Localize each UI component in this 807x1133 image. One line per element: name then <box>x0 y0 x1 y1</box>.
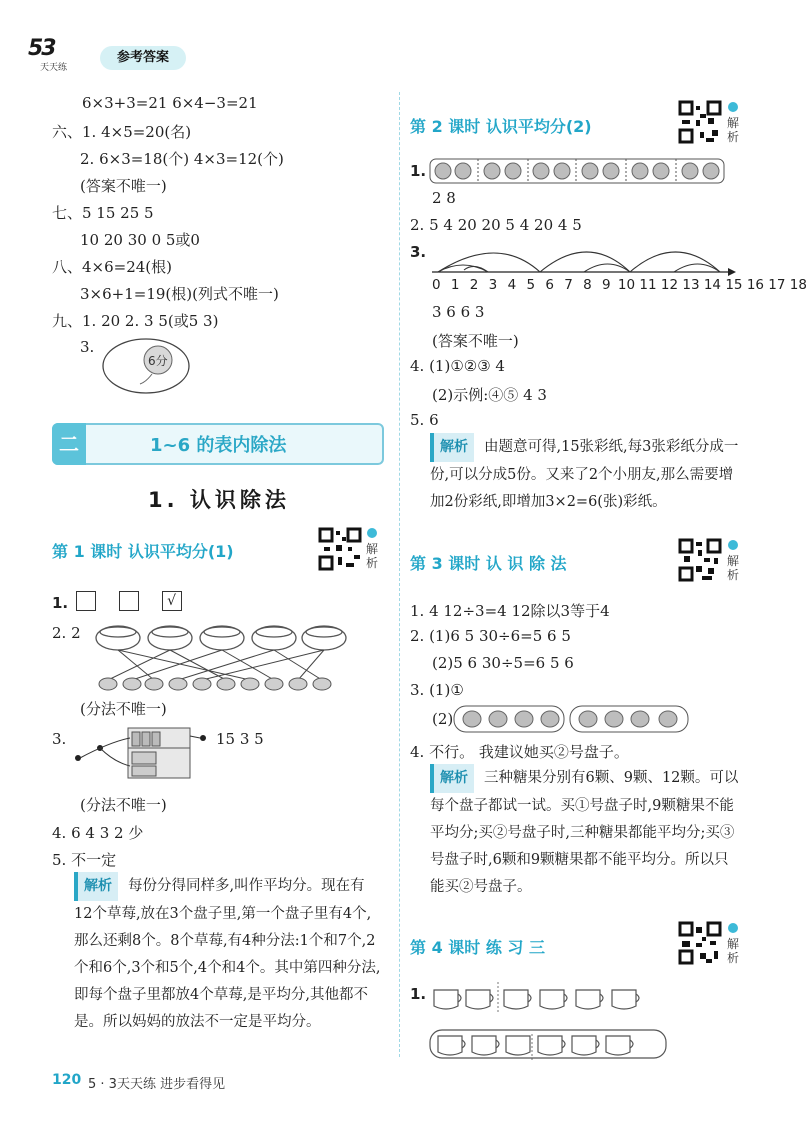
analysis-block <box>430 764 742 901</box>
lesson-title: 第 4 课时 练 习 三 <box>410 938 545 957</box>
question-number: 1. <box>52 594 69 612</box>
balloon-label: 6分 <box>148 354 168 368</box>
answer-line: 八、4×6=24(根) <box>52 258 173 276</box>
qr-play-icon <box>728 102 738 112</box>
answer-line: 4. 不行。 我建议她买②号盘子。 <box>410 743 629 761</box>
analysis-text: 由题意可得,15张彩纸,每3张彩纸分成一份,可以分成5份。又来了2个小朋友,那么需要增加2份彩纸,即增加3×2=6(张)彩纸。 <box>430 439 739 510</box>
analysis-tag: 解析 <box>430 764 474 793</box>
analysis-tag: 解析 <box>430 433 474 462</box>
qr-label: 解析 <box>366 542 379 570</box>
answer-line: 3. (1)① <box>410 681 464 699</box>
tick-label: 10 <box>617 277 636 293</box>
tick-label: 1 <box>450 277 460 293</box>
answer-line: 10 20 30 0 5或0 <box>80 231 200 249</box>
balloon-illustration <box>100 336 192 398</box>
unit-title: 1. 认识除法 <box>148 488 290 512</box>
answer-line: 4. 6 4 3 2 少 <box>52 824 144 842</box>
tick-label: 8 <box>583 277 592 293</box>
tick-label: 6 <box>545 277 554 293</box>
answer-line: 3 6 6 3 <box>432 303 485 321</box>
tick-label: 0 <box>432 277 441 293</box>
bowls-illustration <box>92 618 342 696</box>
bookshelf-illustration <box>70 722 212 782</box>
number-line-ticks <box>432 277 807 293</box>
tick-label: 11 <box>639 277 657 293</box>
qr-code-icon[interactable] <box>678 538 722 582</box>
analysis-tag: 解析 <box>74 872 118 901</box>
tick-label: 2 <box>469 277 479 293</box>
question-number: 3. <box>52 730 67 748</box>
answer-line: 4. (1)①②③ 4 <box>410 357 505 375</box>
page-number: 120 <box>52 1072 82 1088</box>
answer-note: (分法不唯一) <box>80 700 167 718</box>
section-tag: 二 <box>52 423 86 465</box>
answer-line: 六、1. 4×5=20(名) <box>52 123 192 141</box>
tick-label: 5 <box>526 277 536 293</box>
answer-line: 2. 2 <box>52 624 81 642</box>
tick-label: 16 <box>746 277 764 293</box>
tick-label: 7 <box>564 277 573 293</box>
answer-box <box>119 591 139 611</box>
analysis-block <box>430 433 742 516</box>
checkbox-row <box>76 591 200 611</box>
qr-label: 解析 <box>727 937 740 965</box>
answer-line: 5. 6 <box>410 411 439 429</box>
answer-line: 6×3+3=21 6×4−3=21 <box>82 94 258 112</box>
tick-label: 17 <box>768 277 786 293</box>
question-number: 3. <box>410 243 427 261</box>
qr-label: 解析 <box>727 554 740 582</box>
footer-slogan: 5 · 3天天练 进步看得见 <box>88 1077 226 1092</box>
answer-line: 3×6+1=19(根)(列式不唯一) <box>80 285 279 303</box>
answer-line: 3. <box>80 338 95 356</box>
answer-line: (2)5 6 30÷5=6 5 6 <box>432 654 574 672</box>
column-divider <box>399 92 400 1057</box>
lesson-title: 第 1 课时 认识平均分(1) <box>52 542 234 561</box>
lesson-title: 第 2 课时 认识平均分(2) <box>410 117 592 136</box>
number-line <box>428 236 738 280</box>
answer-line: 七、5 15 25 5 <box>52 204 154 222</box>
answer-line: (2)示例:④⑤ 4 3 <box>432 386 547 404</box>
candy-groups-illustration <box>452 702 692 736</box>
qr-code-icon[interactable] <box>318 527 362 571</box>
lesson-title: 第 3 课时 认 识 除 法 <box>410 554 567 573</box>
answer-line: 2 8 <box>432 189 456 207</box>
answer-box <box>76 591 96 611</box>
qr-label: 解析 <box>727 116 740 144</box>
analysis-text: 每份分得同样多,叫作平均分。现在有12个草莓,放在3个盘子里,第一个盘子里有4个,那么还剩8个。8个草莓,有4种分法:1个和7个,2个和6个,3个和5个,4个和4个。其中第四种分法,即每个盘子里都放4个草莓,是平均分,其他都不是。所以妈妈的放法不一定是平均分。 <box>74 878 381 1030</box>
answer-note: (答案不唯一) <box>432 332 519 350</box>
tick-label: 9 <box>602 277 611 293</box>
tick-label: 4 <box>507 277 517 293</box>
answer-line: (2) <box>432 710 454 728</box>
answer-line: 2. 6×3=18(个) 4×3=12(个) <box>80 150 284 168</box>
tick-label: 13 <box>682 277 700 293</box>
cups-illustration <box>428 982 668 1062</box>
answer-box-checked: √ <box>162 591 182 611</box>
question-number: 1. <box>410 985 427 1003</box>
tick-label: 14 <box>703 277 722 293</box>
tick-label: 18 <box>789 277 807 293</box>
answer-line: 15 3 5 <box>216 730 264 748</box>
qr-play-icon <box>367 528 377 538</box>
answer-line: 九、1. 20 2. 3 5(或5 3) <box>52 312 219 330</box>
tick-label: 3 <box>488 277 498 293</box>
qr-code-icon[interactable] <box>678 100 722 144</box>
tick-label: 15 <box>725 277 743 293</box>
beads-illustration <box>428 156 728 186</box>
answer-line: 2. (1)6 5 30÷6=5 6 5 <box>410 627 571 645</box>
brand-logo-sub: 天天练 <box>40 63 68 73</box>
answer-note: (答案不唯一) <box>80 177 167 195</box>
header-pill: 参考答案 <box>100 46 186 70</box>
qr-code-icon[interactable] <box>678 921 722 965</box>
answer-line: 2. 5 4 20 20 5 4 20 4 5 <box>410 216 582 234</box>
section-title: 1~6 的表内除法 <box>150 435 287 456</box>
tick-label: 12 <box>660 277 679 293</box>
analysis-text: 三种糖果分别有6颗、9颗、12颗。可以每个盘子都试一试。买①号盘子时,9颗糖果不能平均分;买②号盘子时,三种糖果都能平均分;买③号盘子时,6颗和9颗糖果都不能平均分。所以只能买②号盘子。 <box>430 770 739 895</box>
analysis-block <box>74 872 382 1036</box>
answer-note: (分法不唯一) <box>80 796 167 814</box>
question-number: 1. <box>410 162 427 180</box>
brand-logo: 53 <box>28 36 55 61</box>
qr-play-icon <box>728 923 738 933</box>
qr-play-icon <box>728 540 738 550</box>
answer-line: 5. 不一定 <box>52 851 117 869</box>
answer-line: 1. 4 12÷3=4 12除以3等于4 <box>410 602 610 620</box>
